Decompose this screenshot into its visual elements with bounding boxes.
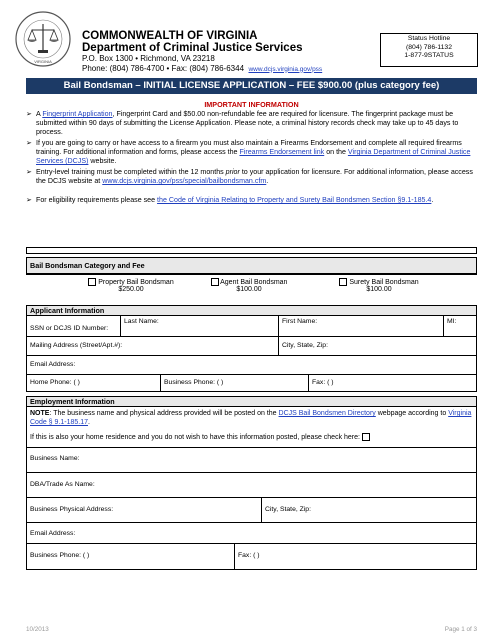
bullet-eligibility: ➢ For eligibility requirements please see the Code of Virginia Relating to Property and Surety Bail Bondsmen Section §9.1-185.4. (26, 196, 434, 204)
employment-note: NOTE: The business name and physical address provided will be posted on the DCJS Bail Bondsmen Directory webpage according to Virginia Code § 9.1-185.17. (30, 410, 472, 426)
category-option-agent[interactable]: Agent Bail Bondsman $100.00 (194, 278, 304, 293)
arrow-bullet-icon: ➢ (26, 169, 32, 176)
page-number: Page 1 of 3 (444, 626, 477, 633)
business-name-field[interactable]: Business Name: (27, 447, 476, 472)
applicant-row-phones (27, 374, 476, 391)
virginia-code-link[interactable]: Virginia Code § 9.1-185.17 (30, 410, 472, 426)
bullet-firearms: ➢ If you are going to carry or have access to a firearm you must also maintain a Firearms Endorsement and complete all required firearms training. For additional information and forms, please access the Firearms Endorsement link on the Virginia Department of Criminal Justice Services (DCJS) website. (26, 139, 471, 165)
applicant-section (26, 305, 477, 392)
applicant-email-field[interactable]: Email Address: (27, 355, 476, 374)
arrow-bullet-icon: ➢ (26, 140, 32, 147)
arrow-bullet-icon: ➢ (26, 197, 32, 204)
category-header: Bail Bondsman Category and Fee (27, 258, 476, 273)
status-hotline-box (380, 33, 478, 67)
agency-website-link[interactable]: www.dcjs.virginia.gov/pss (248, 65, 323, 73)
applicant-fax-field[interactable]: Fax: ( ) (312, 379, 334, 386)
hotline-phone: (804) 786-1132 (406, 43, 452, 51)
revision-date: 10/2013 (26, 626, 49, 633)
applicant-row-name (27, 316, 476, 336)
svg-text:VIRGINIA: VIRGINIA (34, 59, 52, 64)
hotline-title: Status Hotline (407, 35, 451, 42)
mailing-address-field[interactable]: Mailing Address (Street/Apt.#): (27, 337, 279, 355)
agency-header (82, 30, 322, 74)
bullet-fingerprint: ➢ A Fingerprint Application, Fingerprint Card and $50.00 non-refundable fee are required for licensure. The fingerprint package must be submitted within 90 days of submitting the License Application. Please note, a criminal history records check may take up to 45 days to process. (26, 110, 459, 136)
dcjs-website-link[interactable]: Virginia Department of Criminal Justice Services (DCJS) (36, 148, 471, 165)
surety-checkbox[interactable] (339, 278, 347, 286)
hotline-tollfree: 1-877-9STATUS (404, 52, 454, 59)
business-email-field[interactable]: Email Address: (27, 522, 476, 543)
agency-contact: Phone: (804) 786-4700 • Fax: (804) 786-6344 www.dcjs.virginia.gov/pss (82, 63, 323, 73)
dba-name-field[interactable]: DBA/Trade As Name: (27, 472, 476, 497)
business-physical-address-field[interactable]: Business Physical Address: (27, 498, 262, 522)
firearms-endorsement-link[interactable]: Firearms Endorsement link (239, 148, 325, 156)
dcjs-seal-logo (14, 10, 72, 68)
first-name-field[interactable]: First Name: (279, 316, 444, 336)
arrow-bullet-icon: ➢ (26, 111, 32, 118)
applicant-business-phone-field[interactable]: Business Phone: ( ) (161, 375, 309, 391)
employment-header: Employment Information (27, 397, 476, 407)
bail-bondsmen-directory-link[interactable]: DCJS Bail Bondsmen Directory (278, 410, 376, 417)
property-checkbox[interactable] (88, 278, 96, 286)
employment-section (26, 396, 477, 570)
agency-department: Department of Criminal Justice Services (82, 42, 303, 54)
home-phone-field[interactable]: Home Phone: ( ) (27, 375, 161, 391)
fingerprint-application-link[interactable]: Fingerprint Application (42, 110, 113, 118)
employment-row-phones (27, 543, 476, 569)
important-info-heading: IMPORTANT INFORMATION (204, 100, 299, 109)
agent-checkbox[interactable] (211, 278, 219, 286)
category-option-property[interactable]: Property Bail Bondsman $250.00 (76, 278, 186, 293)
code-of-virginia-link[interactable]: the Code of Virginia Relating to Property and Surety Bail Bondsmen Section §9.1-185.4 (157, 196, 432, 204)
ssn-field[interactable]: SSN or DCJS ID Number: (27, 316, 121, 336)
bailbondsman-page-link[interactable]: www.dcjs.virginia.gov/pss/special/bailbondsman.cfm (102, 177, 267, 185)
business-phone-field[interactable]: Business Phone: ( ) (27, 544, 235, 569)
form-title: Bail Bondsman – INITIAL LICENSE APPLICATION – FEE $900.00 (plus category fee) (26, 78, 477, 94)
page-footer (26, 626, 477, 633)
bullet-training: ➢ Entry-level training must be completed within the 12 months prior to your application for licensure. For additional information, please access the DCJS website at www.dcjs.virginia.gov/pss/special/bailbondsman.cfm. (26, 168, 473, 185)
applicant-header: Applicant Information (27, 306, 476, 316)
last-name-field[interactable]: Last Name: (121, 316, 279, 336)
applicant-city-state-zip-field[interactable]: City, State, Zip: (282, 342, 328, 349)
home-residence-checkbox[interactable] (362, 433, 370, 441)
employment-row-address (27, 497, 476, 522)
business-city-state-zip-field[interactable]: City, State, Zip: (265, 506, 311, 513)
home-residence-check-row: If this is also your home residence and you do not wish to have this information posted, please check here: (30, 433, 475, 441)
applicant-row-address (27, 336, 476, 355)
business-fax-field[interactable]: Fax: ( ) (238, 552, 260, 559)
divider-row (26, 247, 477, 254)
agency-address: P.O. Box 1300 • Richmond, VA 23218 (82, 54, 215, 63)
category-option-surety[interactable]: Surety Bail Bondsman $100.00 (314, 278, 444, 293)
category-section (26, 257, 477, 274)
category-options (26, 274, 477, 298)
mi-field[interactable]: MI: (447, 318, 457, 325)
agency-name: COMMONWEALTH OF VIRGINIA (82, 30, 258, 42)
